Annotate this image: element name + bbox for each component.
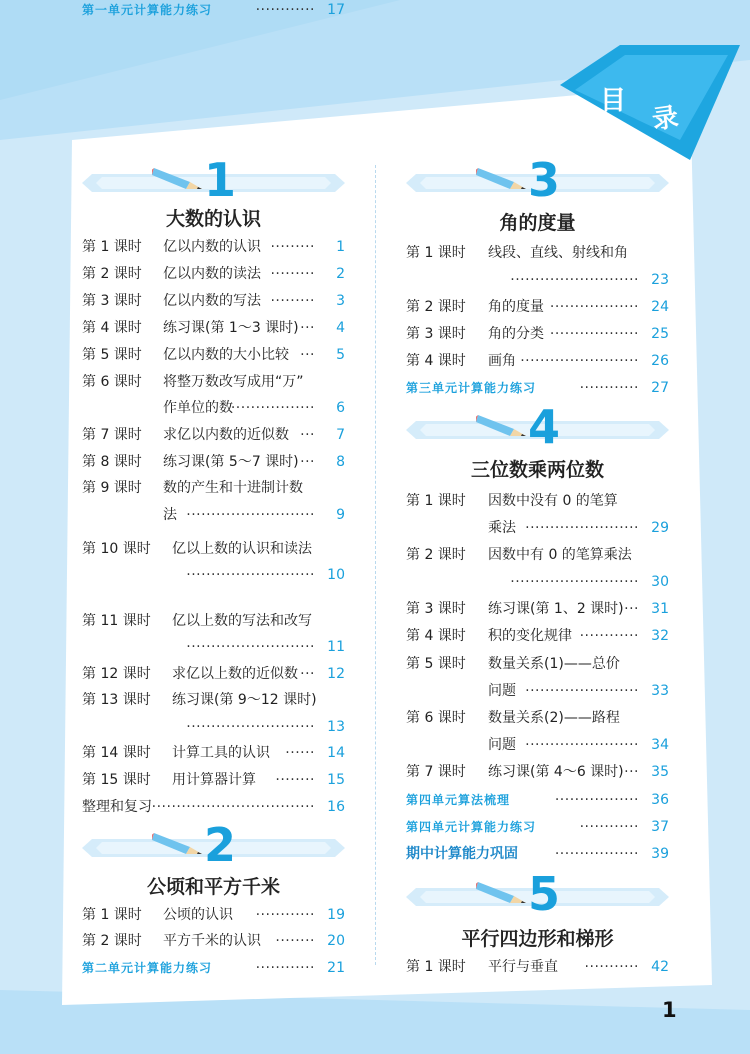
entry-name: 将整万数改写成用“万”: [163, 374, 304, 390]
leader-dots: ········: [275, 772, 315, 788]
leader-dots: ··················: [549, 326, 639, 342]
toc-entry[interactable]: [82, 237, 345, 257]
toc-entry[interactable]: [406, 243, 669, 263]
toc-entry[interactable]: [82, 425, 345, 445]
toc-entry[interactable]: [82, 717, 345, 737]
lesson-label: 第 6 课时: [406, 710, 466, 726]
toc-entry[interactable]: [406, 351, 669, 371]
unit-title: 平行四边形和梯形: [461, 928, 614, 950]
lesson-label: 第 7 课时: [82, 427, 142, 443]
toc-entry[interactable]: [82, 372, 345, 392]
entry-name: 第三单元计算能力练习: [406, 381, 537, 395]
page-ref: 2: [336, 266, 345, 282]
page-ref: 36: [651, 792, 669, 808]
toc-entry[interactable]: [82, 770, 345, 790]
leader-dots: ···: [300, 320, 315, 336]
unit-number: 4: [528, 400, 561, 454]
entry-name: 亿以内数的读法: [163, 266, 261, 282]
toc-title-char-1: 目: [600, 86, 627, 116]
entry-name: 亿以内数的认识: [163, 239, 261, 255]
lesson-label: 第 2 课时: [82, 266, 142, 282]
page-ref: 21: [327, 960, 345, 976]
lesson-label: 第 9 课时: [82, 480, 142, 496]
entry-name: 平行与垂直: [488, 959, 558, 975]
toc-entry[interactable]: [406, 708, 669, 728]
toc-entry[interactable]: [82, 291, 345, 311]
entry-name: 第四单元计算能力练习: [406, 820, 537, 834]
pencil-icon: [152, 827, 204, 857]
lesson-label: 第 1 课时: [406, 493, 466, 509]
leader-dots: ············: [579, 380, 639, 396]
leader-dots: ······: [285, 745, 315, 761]
page-number: 1: [662, 998, 677, 1022]
leader-dots: ··························: [510, 272, 639, 288]
entry-name: 线段、直线、射线和角: [488, 245, 628, 261]
page-ref: 30: [651, 574, 669, 590]
page-ref: 33: [651, 683, 669, 699]
toc-entry[interactable]: [406, 790, 669, 810]
toc-entry[interactable]: [406, 545, 669, 565]
entry-name: 第一单元计算能力练习: [82, 3, 213, 17]
leader-dots: ···········: [584, 959, 639, 975]
entry-name: 练习课(第 1、2 课时): [488, 601, 624, 617]
unit-title: 角的度量: [499, 212, 576, 234]
page-ref: 19: [327, 907, 345, 923]
page-ref: 15: [327, 772, 345, 788]
entry-name: 亿以内数的大小比较: [163, 347, 289, 363]
toc-entry[interactable]: [82, 637, 345, 657]
toc-entry[interactable]: [406, 297, 669, 317]
toc-entry[interactable]: [82, 478, 345, 498]
entry-name: 数量关系(1)——总价: [488, 656, 620, 672]
entry-name: 问题: [488, 737, 516, 753]
entry-name: 乘法: [488, 520, 516, 536]
toc-entry[interactable]: [82, 0, 345, 20]
lesson-label: 第 2 课时: [406, 547, 466, 563]
entry-name: 作单位的数: [163, 400, 233, 416]
leader-dots: ···: [300, 347, 315, 363]
lesson-label: 第 5 课时: [82, 347, 142, 363]
toc-entry[interactable]: [82, 565, 345, 585]
pencil-icon: [476, 162, 528, 192]
entry-name: 练习课(第 4～6 课时): [488, 764, 624, 780]
pencil-icon: [476, 876, 528, 906]
entry-name: 法: [163, 507, 177, 523]
page-ref: 11: [327, 639, 345, 655]
lesson-label: 第 13 课时: [82, 692, 151, 708]
pencil-icon: [152, 162, 204, 192]
leader-dots: ··························: [186, 719, 315, 735]
lesson-label: 第 2 课时: [406, 299, 466, 315]
lesson-label: 第 11 课时: [82, 613, 151, 629]
lesson-label: 第 4 课时: [82, 320, 142, 336]
leader-dots: ···: [624, 764, 639, 780]
leader-dots: ········: [275, 933, 315, 949]
toc-entry[interactable]: [406, 817, 669, 837]
leader-dots: ·······················: [525, 520, 639, 536]
page-ref: 20: [327, 933, 345, 949]
entry-name: 平方千米的认识: [163, 933, 261, 949]
entry-name: 第二单元计算能力练习: [82, 961, 213, 975]
page-ref: 6: [336, 400, 345, 416]
leader-dots: ············: [255, 960, 315, 976]
page-ref: 32: [651, 628, 669, 644]
toc-entry[interactable]: [82, 452, 345, 472]
leader-dots: ························: [520, 353, 639, 369]
leader-dots: ···: [624, 601, 639, 617]
entry-name: 求亿以上数的近似数: [172, 666, 298, 682]
toc-entry[interactable]: [406, 654, 669, 674]
leader-dots: ············: [579, 628, 639, 644]
lesson-label: 第 3 课时: [82, 293, 142, 309]
toc-entry[interactable]: [406, 324, 669, 344]
toc-entry[interactable]: [82, 398, 345, 418]
entry-name: 第四单元算法梳理: [406, 793, 511, 807]
toc-entry[interactable]: [406, 735, 669, 755]
lesson-label: 第 6 课时: [82, 374, 142, 390]
entry-name: 积的变化规律: [488, 628, 572, 644]
leader-dots: ·················: [554, 792, 639, 808]
leader-dots: ·················: [554, 846, 639, 862]
page-ref: 42: [651, 959, 669, 975]
entry-name: 角的度量: [488, 299, 544, 315]
lesson-label: 第 8 课时: [82, 454, 142, 470]
entry-name: 数量关系(2)——路程: [488, 710, 620, 726]
lesson-label: 第 10 课时: [82, 541, 151, 557]
lesson-label: 第 2 课时: [82, 933, 142, 949]
toc-entry[interactable]: [82, 264, 345, 284]
toc-entry[interactable]: [82, 958, 345, 978]
page-ref: 17: [327, 2, 345, 18]
pencil-icon: [476, 409, 528, 439]
unit-title: 大数的认识: [165, 208, 261, 230]
leader-dots: ···: [300, 427, 315, 443]
page-ref: 35: [651, 764, 669, 780]
entry-name: 求亿以内数的近似数: [163, 427, 289, 443]
toc-entry[interactable]: [406, 518, 669, 538]
entry-name: 亿以上数的认识和读法: [172, 541, 312, 557]
toc-entry[interactable]: [82, 905, 345, 925]
lesson-label: 第 4 课时: [406, 628, 466, 644]
page-ref: 23: [651, 272, 669, 288]
page-ref: 24: [651, 299, 669, 315]
leader-dots: ··························: [510, 574, 639, 590]
lesson-label: 第 1 课时: [82, 239, 142, 255]
toc-entry[interactable]: [82, 797, 345, 817]
unit-number: 5: [528, 867, 561, 921]
unit-banner-5: [406, 867, 669, 928]
page-ref: 31: [651, 601, 669, 617]
page-ref: 4: [336, 320, 345, 336]
toc-entry[interactable]: [82, 505, 345, 525]
leader-dots: ··························: [186, 507, 315, 523]
unit-number: 1: [204, 153, 237, 207]
page-ref: 39: [651, 846, 669, 862]
lesson-label: 第 15 课时: [82, 772, 151, 788]
page-ref: 1: [336, 239, 345, 255]
toc-entry[interactable]: [406, 844, 669, 864]
unit-title: 三位数乘两位数: [470, 459, 604, 481]
unit-title: 公顷和平方千米: [146, 876, 280, 898]
lesson-label: 第 4 课时: [406, 353, 466, 369]
entry-name: 练习课(第 9～12 课时): [172, 692, 317, 708]
leader-dots: ············: [255, 2, 315, 18]
toc-entry[interactable]: [406, 681, 669, 701]
leader-dots: ··························: [186, 639, 315, 655]
toc-title-char-2: 录: [650, 102, 681, 136]
page-ref: 12: [327, 666, 345, 682]
entry-name: 数的产生和十进制计数: [163, 480, 303, 496]
lesson-label: 第 1 课时: [406, 245, 466, 261]
toc-entry[interactable]: [82, 743, 345, 763]
lesson-label: 第 14 课时: [82, 745, 151, 761]
leader-dots: ············: [255, 907, 315, 923]
entry-name: 公顷的认识: [163, 907, 233, 923]
lesson-label: 第 12 课时: [82, 666, 151, 682]
page-ref: 13: [327, 719, 345, 735]
leader-dots: ············: [579, 819, 639, 835]
toc-entry[interactable]: [406, 957, 669, 977]
toc-entry[interactable]: [82, 931, 345, 951]
entry-name: 计算工具的认识: [172, 745, 270, 761]
leader-dots: ·······················: [525, 737, 639, 753]
toc-entry[interactable]: [406, 378, 669, 398]
leader-dots: ···: [300, 454, 315, 470]
toc-entry[interactable]: [82, 539, 345, 559]
toc-entry[interactable]: [82, 664, 345, 684]
toc-entry[interactable]: [406, 626, 669, 646]
lesson-label: 第 3 课时: [406, 601, 466, 617]
page-ref: 26: [651, 353, 669, 369]
entry-name: 问题: [488, 683, 516, 699]
unit-banner-4: [406, 400, 669, 461]
toc-entry[interactable]: [406, 572, 669, 592]
leader-dots: ·········: [270, 266, 315, 282]
leader-dots: ·········: [270, 239, 315, 255]
leader-dots: ·······················: [525, 683, 639, 699]
page-ref: 34: [651, 737, 669, 753]
page-ref: 7: [336, 427, 345, 443]
lesson-label: 第 3 课时: [406, 326, 466, 342]
page-ref: 10: [327, 567, 345, 583]
unit-banner-3: [406, 153, 669, 214]
toc-entry[interactable]: [406, 270, 669, 290]
toc-entry[interactable]: [82, 690, 345, 710]
lesson-label: 第 1 课时: [406, 959, 466, 975]
toc-entry[interactable]: [406, 599, 669, 619]
leader-dots: ·················: [230, 400, 315, 416]
unit-number: 2: [204, 818, 237, 872]
unit-banner-2: [82, 818, 345, 879]
toc-entry[interactable]: [406, 762, 669, 782]
toc-entry[interactable]: [82, 318, 345, 338]
entry-name: 画角: [488, 353, 516, 369]
lesson-label: 第 5 课时: [406, 656, 466, 672]
lesson-label: 第 7 课时: [406, 764, 466, 780]
column-divider: [375, 165, 376, 965]
leader-dots: ·································: [151, 799, 315, 815]
entry-name: 因数中没有 0 的笔算: [488, 493, 618, 509]
entry-name: 角的分类: [488, 326, 544, 342]
leader-dots: ·········: [270, 293, 315, 309]
page-ref: 9: [336, 507, 345, 523]
page-ref: 29: [651, 520, 669, 536]
leader-dots: ···: [300, 666, 315, 682]
entry-name: 练习课(第 5～7 课时): [163, 454, 299, 470]
toc-entry[interactable]: [82, 345, 345, 365]
entry-name: 亿以上数的写法和改写: [172, 613, 312, 629]
page-ref: 27: [651, 380, 669, 396]
leader-dots: ··························: [186, 567, 315, 583]
entry-name: 练习课(第 1～3 课时): [163, 320, 299, 336]
leader-dots: ··················: [549, 299, 639, 315]
page-ref: 16: [327, 799, 345, 815]
page-ref: 37: [651, 819, 669, 835]
lesson-label: 整理和复习: [82, 799, 152, 815]
unit-number: 3: [528, 153, 561, 207]
page-ref: 3: [336, 293, 345, 309]
entry-name: 因数中有 0 的笔算乘法: [488, 547, 632, 563]
page-ref: 25: [651, 326, 669, 342]
toc-entry[interactable]: [82, 611, 345, 631]
toc-entry[interactable]: [406, 491, 669, 511]
page-ref: 5: [336, 347, 345, 363]
page-ref: 14: [327, 745, 345, 761]
entry-name: 亿以内数的写法: [163, 293, 261, 309]
entry-name: 期中计算能力巩固: [406, 846, 518, 862]
lesson-label: 第 1 课时: [82, 907, 142, 923]
entry-name: 用计算器计算: [172, 772, 256, 788]
page-ref: 8: [336, 454, 345, 470]
